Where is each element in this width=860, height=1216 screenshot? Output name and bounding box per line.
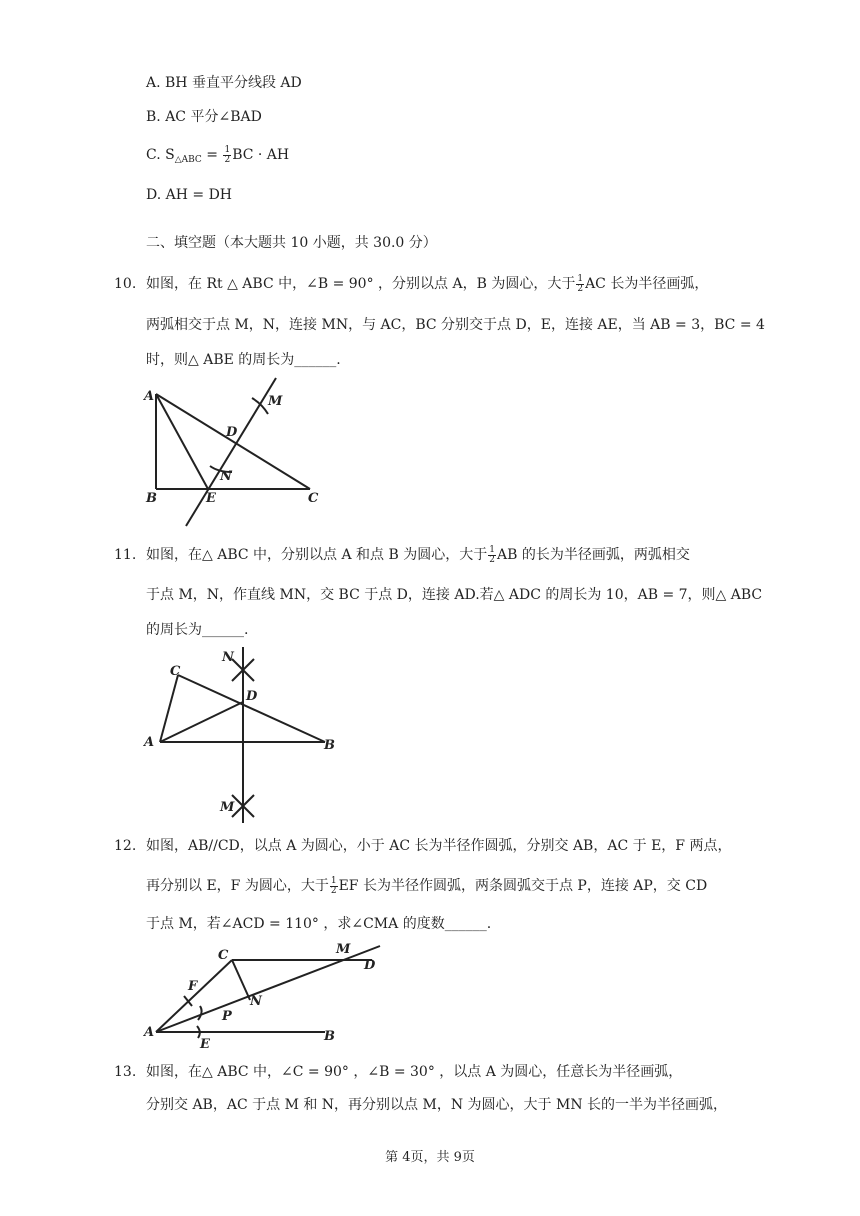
question-10-number: 10. xyxy=(114,276,137,292)
question-11-number: 11. xyxy=(114,547,137,563)
label-m: M xyxy=(220,800,235,815)
q12-text-a: 再分别以 E，F 为圆心，大于 xyxy=(146,878,329,894)
line-mn xyxy=(186,378,276,526)
label-m: M xyxy=(336,942,351,957)
option-c-eq: = xyxy=(201,147,223,163)
segment-cb xyxy=(178,675,325,742)
question-13-line-2: 分别交 AB，AC 于点 M 和 N，再分别以点 M，N 为圆心，大于 MN 长的一半为半径画弧， xyxy=(146,1097,728,1113)
label-a: A xyxy=(144,389,155,404)
q12-text-b: EF 长为半径作圆弧，两条圆弧交于点 P，连接 AP，交 CD xyxy=(338,878,708,894)
question-10-line-3: 时，则△ ABE 的周长为______. xyxy=(146,352,341,368)
option-c-fraction xyxy=(223,146,231,165)
question-12-line-3: 于点 M，若∠ACD = 110° ，求∠CMA 的度数______. xyxy=(146,916,492,932)
label-b: B xyxy=(324,1029,335,1044)
label-e: E xyxy=(206,491,216,506)
fraction-numerator: 1 xyxy=(577,273,584,284)
label-d: D xyxy=(226,425,238,440)
option-c-sub: △ABC xyxy=(174,155,202,165)
q10-text-a: 如图，在 Rt △ ABC 中，∠B = 90° ，分别以点 A，B 为圆心，大于 xyxy=(146,276,576,292)
q10-text-b: AC 长为半径画弧， xyxy=(585,276,709,292)
fraction-denominator: 2 xyxy=(489,554,495,565)
label-a: A xyxy=(144,735,155,750)
page-footer: 第 4页，共 9页 xyxy=(385,1150,475,1165)
label-d: D xyxy=(246,689,258,704)
q11-figure xyxy=(140,645,350,825)
option-d: D. AH = DH xyxy=(146,187,233,203)
segment-ac xyxy=(156,394,310,489)
label-a: A xyxy=(144,1025,155,1040)
question-13-line-1: 如图，在△ ABC 中，∠C = 90° ，∠B = 30° ，以点 A 为圆心，任意长为半径画弧， xyxy=(146,1064,683,1080)
label-n: N xyxy=(250,994,262,1009)
q10-fraction xyxy=(576,275,584,294)
label-p: P xyxy=(222,1009,232,1024)
label-f: F xyxy=(188,979,198,994)
option-c-tail: BC · AH xyxy=(232,147,290,163)
option-b: B. AC 平分∠BAD xyxy=(146,109,262,125)
label-d: D xyxy=(364,958,376,973)
label-c: C xyxy=(170,664,181,679)
fraction-numerator: 1 xyxy=(224,144,231,155)
option-c-prefix: C. S xyxy=(146,147,175,163)
question-12-number: 12. xyxy=(114,838,137,854)
label-n: N xyxy=(220,469,232,484)
q11-text-b: AB 的长为半径画弧，两弧相交 xyxy=(496,547,690,563)
segment-cn xyxy=(232,960,250,1000)
label-b: B xyxy=(146,491,157,506)
question-12-line-1: 如图，AB//CD，以点 A 为圆心，小于 AC 长为半径作圆弧，分别交 AB，AC 于 E，F 两点， xyxy=(146,838,732,854)
label-c: C xyxy=(308,491,319,506)
q12-figure xyxy=(140,940,390,1050)
option-a: A. BH 垂直平分线段 AD xyxy=(146,75,302,91)
question-11-line-2: 于点 M，N，作直线 MN，交 BC 于点 D，连接 AD.若△ ADC 的周长为 10，AB = 7，则△ ABC xyxy=(146,587,763,603)
question-12-line-2 xyxy=(146,876,707,896)
q10-figure xyxy=(140,376,340,526)
segment-ae xyxy=(156,394,208,489)
label-n: N xyxy=(222,650,234,665)
q11-fraction xyxy=(488,546,496,565)
question-10-line-1 xyxy=(146,274,708,294)
fraction-denominator: 2 xyxy=(224,154,231,165)
label-e: E xyxy=(200,1037,210,1052)
section-heading: 二、填空题（本大题共 10 小题，共 30.0 分） xyxy=(146,235,437,251)
option-c xyxy=(146,145,289,170)
question-13-number: 13. xyxy=(114,1064,137,1080)
q12-fraction xyxy=(330,877,338,896)
fraction-denominator: 2 xyxy=(330,885,337,896)
q11-text-a: 如图，在△ ABC 中，分别以点 A 和点 B 为圆心，大于 xyxy=(146,547,488,563)
segment-ac xyxy=(160,675,178,742)
question-10-line-2: 两弧相交于点 M，N，连接 MN，与 AC，BC 分别交于点 D，E，连接 AE，当 AB = 3，BC = 4 xyxy=(146,317,765,333)
fraction-numerator: 1 xyxy=(330,875,337,886)
question-11-line-3: 的周长为______. xyxy=(146,622,249,638)
label-b: B xyxy=(324,738,335,753)
fraction-numerator: 1 xyxy=(489,544,495,555)
arc-p xyxy=(198,1006,202,1020)
segment-ad xyxy=(160,702,243,742)
segment-ac xyxy=(156,960,232,1032)
question-11-line-1 xyxy=(146,545,690,565)
label-c: C xyxy=(218,948,229,963)
fraction-denominator: 2 xyxy=(577,283,584,294)
label-m: M xyxy=(268,394,283,409)
